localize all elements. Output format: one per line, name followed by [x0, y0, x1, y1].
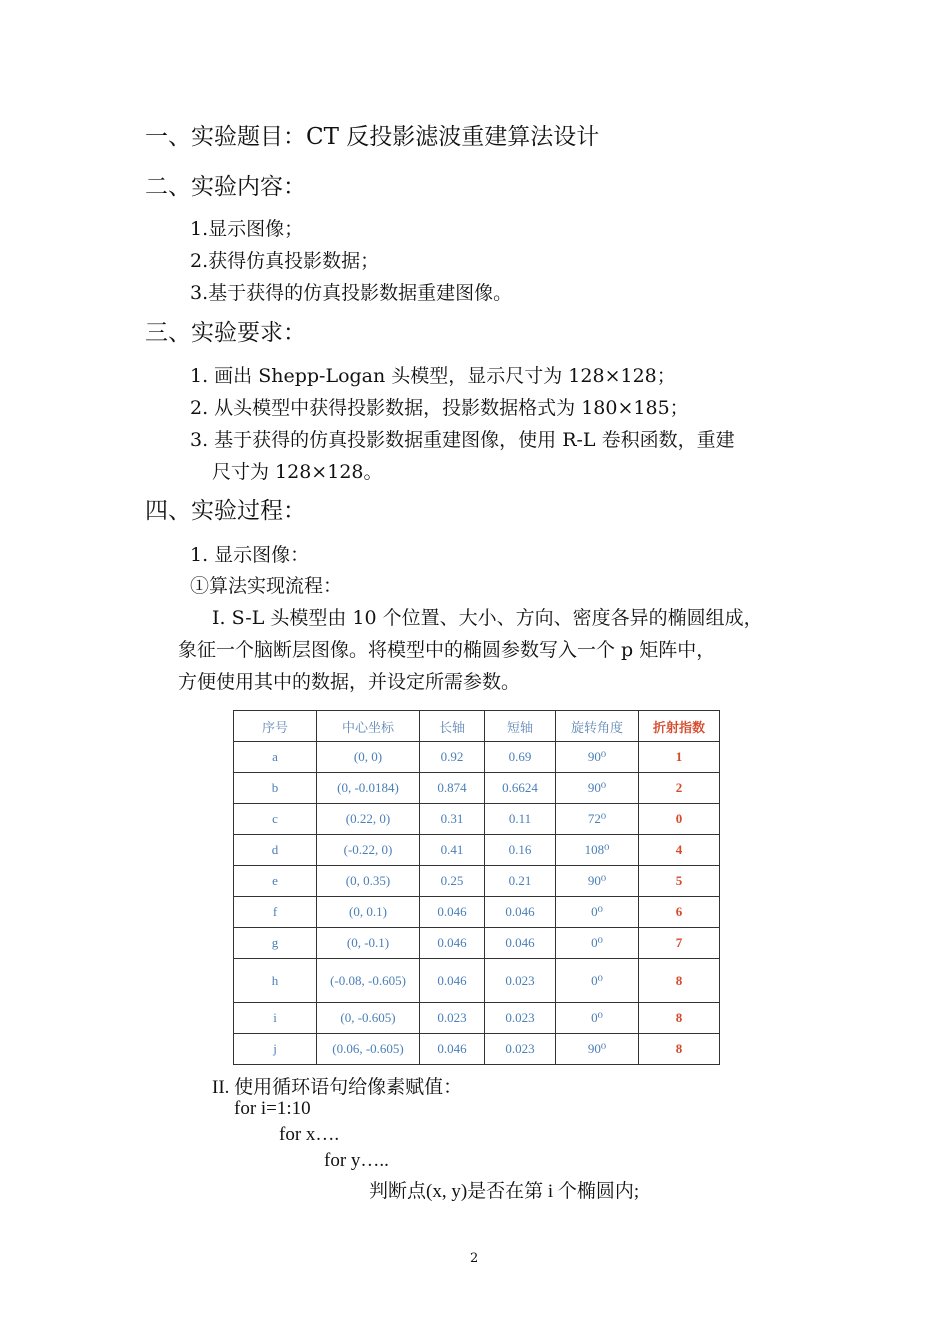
paragraph-line-3: 方便使用其中的数据，并设定所需参数。 — [178, 671, 521, 693]
table-cell: 8 — [639, 959, 720, 1003]
table-row — [234, 1003, 720, 1034]
table-cell: h — [234, 959, 317, 1003]
table-cell: 8 — [639, 1003, 720, 1034]
table-cell: 0.21 — [485, 866, 556, 897]
table-cell: (0, 0.35) — [317, 866, 420, 897]
table-row — [234, 773, 720, 804]
header-refraction: 折射指数 — [639, 711, 720, 742]
table-cell: (0, -0.605) — [317, 1003, 420, 1034]
heading-content: 二、实验内容： — [145, 174, 306, 200]
requirement-3: 3. 基于获得的仿真投影数据重建图像，使用 R-L 卷积函数，重建 — [190, 429, 735, 451]
table-cell: 0 — [639, 804, 720, 835]
paragraph-line-2: 象征一个脑断层图像。将模型中的椭圆参数写入一个 p 矩阵中， — [178, 639, 716, 661]
table-row — [234, 928, 720, 959]
table-cell: 0.046 — [485, 897, 556, 928]
table-cell: 0.31 — [420, 804, 485, 835]
table-cell: c — [234, 804, 317, 835]
table-cell: 0.41 — [420, 835, 485, 866]
table-cell: j — [234, 1034, 317, 1065]
header-rotation: 旋转角度 — [556, 711, 639, 742]
table-cell: 0.023 — [485, 959, 556, 1003]
table-cell: 90⁰ — [556, 742, 639, 773]
table-cell: 2 — [639, 773, 720, 804]
header-center: 中心坐标 — [317, 711, 420, 742]
header-major-axis: 长轴 — [420, 711, 485, 742]
page-number: 2 — [470, 1251, 479, 1266]
table-row — [234, 866, 720, 897]
requirement-3-cont: 尺寸为 128×128。 — [212, 461, 383, 483]
table-cell: 0.92 — [420, 742, 485, 773]
table-cell: g — [234, 928, 317, 959]
heading-title: 一、实验题目：CT 反投影滤波重建算法设计 — [145, 124, 600, 150]
requirement-1: 1. 画出 Shepp-Logan 头模型，显示尺寸为 128×128； — [190, 365, 676, 387]
table-cell: 8 — [639, 1034, 720, 1065]
content-item-2: 2.获得仿真投影数据； — [190, 250, 380, 272]
table-row — [234, 742, 720, 773]
table-cell: d — [234, 835, 317, 866]
table-cell: e — [234, 866, 317, 897]
table-cell: 0.046 — [420, 928, 485, 959]
table-cell: 0⁰ — [556, 1003, 639, 1034]
table-cell: (0, -0.0184) — [317, 773, 420, 804]
table-cell: (-0.08, -0.605) — [317, 959, 420, 1003]
table-cell: (0.06, -0.605) — [317, 1034, 420, 1065]
table-row — [234, 804, 720, 835]
table-row — [234, 959, 720, 1003]
table-cell: 0.69 — [485, 742, 556, 773]
table-cell: (0, -0.1) — [317, 928, 420, 959]
table-row — [234, 835, 720, 866]
table-cell: 90⁰ — [556, 773, 639, 804]
table-cell: 0.023 — [485, 1034, 556, 1065]
table-cell: 0.046 — [420, 959, 485, 1003]
heading-process: 四、实验过程： — [145, 498, 306, 524]
table-cell: 0.046 — [485, 928, 556, 959]
table-cell: f — [234, 897, 317, 928]
code-line-3: for x…. — [279, 1124, 340, 1145]
code-line-5: 判断点(x, y)是否在第 i 个椭圆内; — [369, 1181, 640, 1202]
table-cell: 0.046 — [420, 1034, 485, 1065]
table-cell: 1 — [639, 742, 720, 773]
table-cell: 0.6624 — [485, 773, 556, 804]
code-line-1: II. 使用循环语句给像素赋值： — [212, 1077, 463, 1098]
table-cell: 90⁰ — [556, 1034, 639, 1065]
header-index: 序号 — [234, 711, 317, 742]
table-cell: 0.023 — [485, 1003, 556, 1034]
shepp-logan-table — [233, 710, 720, 1065]
table-cell: a — [234, 742, 317, 773]
table-cell: 5 — [639, 866, 720, 897]
table-cell: 0.25 — [420, 866, 485, 897]
table-cell: (0.22, 0) — [317, 804, 420, 835]
table-cell: 0.023 — [420, 1003, 485, 1034]
table-header-row — [234, 711, 720, 742]
table-cell: 0⁰ — [556, 959, 639, 1003]
flow-title: ①算法实现流程： — [190, 575, 343, 597]
content-item-3: 3.基于获得的仿真投影数据重建图像。 — [190, 282, 513, 304]
code-line-2: for i=1:10 — [234, 1098, 311, 1119]
table-cell: 90⁰ — [556, 866, 639, 897]
table-cell: 0.16 — [485, 835, 556, 866]
table-cell: 0.874 — [420, 773, 485, 804]
table-cell: 0.11 — [485, 804, 556, 835]
table-cell: (0, 0) — [317, 742, 420, 773]
code-line-4: for y….. — [324, 1150, 389, 1171]
table-cell: (0, 0.1) — [317, 897, 420, 928]
table-cell: 72⁰ — [556, 804, 639, 835]
table-cell: 7 — [639, 928, 720, 959]
heading-requirements: 三、实验要求： — [145, 320, 306, 346]
table-cell: 108⁰ — [556, 835, 639, 866]
header-minor-axis: 短轴 — [485, 711, 556, 742]
table-cell: 0⁰ — [556, 928, 639, 959]
requirement-2: 2. 从头模型中获得投影数据，投影数据格式为 180×185； — [190, 397, 689, 419]
table-cell: (-0.22, 0) — [317, 835, 420, 866]
table-row — [234, 1034, 720, 1065]
table-cell: 0.046 — [420, 897, 485, 928]
table-cell: 6 — [639, 897, 720, 928]
process-step-1: 1. 显示图像： — [190, 544, 310, 566]
table-cell: 0⁰ — [556, 897, 639, 928]
paragraph-line-1: I. S-L 头模型由 10 个位置、大小、方向、密度各异的椭圆组成， — [212, 607, 763, 629]
content-item-1: 1.显示图像； — [190, 218, 304, 240]
table-cell: b — [234, 773, 317, 804]
table-cell: 4 — [639, 835, 720, 866]
table-row — [234, 897, 720, 928]
table-cell: i — [234, 1003, 317, 1034]
